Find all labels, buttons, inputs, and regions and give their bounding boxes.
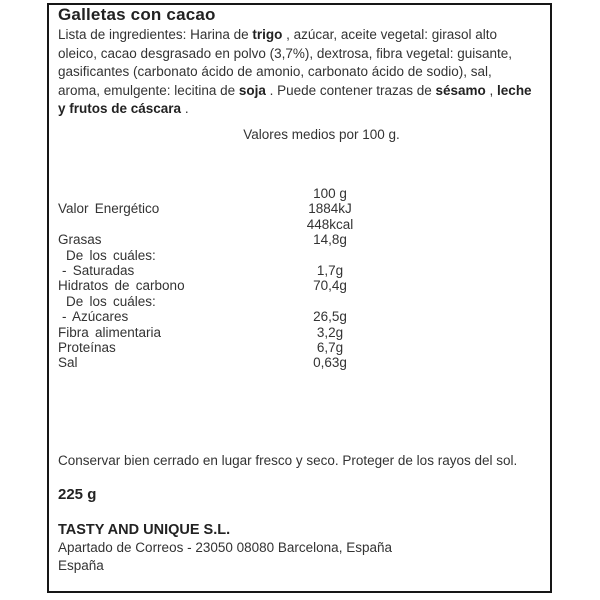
nutrition-table xyxy=(58,186,541,371)
column-header-100g: 100 g xyxy=(313,186,347,201)
ingredients-intro-text: Lista de ingredientes: Harina de xyxy=(58,27,253,42)
row-label-grasas: Grasas xyxy=(58,232,102,248)
row-value-energia-kcal: 448kcal xyxy=(306,216,354,232)
row-label-de-los-cuales: De los cuáles: xyxy=(66,293,156,309)
table-row xyxy=(58,340,541,355)
table-row xyxy=(58,278,541,293)
ingredients-body-text: , azúcar, aceite vegetal: girasol alto oleico, cacao desgrasado en polvo (3,7%), dextrosa, fibra vegetal: guisante, gasificantes (carbonato ácido de amonio, carbonato ácido de sodio), sal, aroma, emulgente: lecitina de xyxy=(58,27,513,98)
row-value-proteinas: 6,7g xyxy=(316,339,344,355)
product-label-box xyxy=(47,3,552,593)
table-row xyxy=(58,263,541,278)
net-weight: 225 g xyxy=(58,486,97,503)
row-label-proteinas: Proteínas xyxy=(58,339,116,355)
row-label-fibra: Fibra alimentaria xyxy=(58,324,162,340)
row-value-grasas: 14,8g xyxy=(313,232,347,248)
ingredients-paragraph xyxy=(58,26,536,119)
row-label-de-los-cuales: De los cuáles: xyxy=(66,247,156,263)
row-label-saturadas: - Saturadas xyxy=(62,262,135,278)
table-row xyxy=(58,232,541,247)
table-row xyxy=(58,309,541,324)
table-row xyxy=(58,186,541,201)
row-value-fibra: 3,2g xyxy=(316,324,344,340)
row-value-sal: 0,63g xyxy=(313,355,347,371)
table-row xyxy=(58,217,541,232)
table-row xyxy=(58,248,541,263)
row-label-azucares: - Azúcares xyxy=(62,309,129,325)
row-value-energia-kj: 1884kJ xyxy=(308,201,352,217)
row-value-azucares: 26,5g xyxy=(313,309,347,325)
table-row xyxy=(58,325,541,340)
row-value-hidratos: 70,4g xyxy=(313,278,347,294)
table-row xyxy=(58,201,541,216)
manufacturer-country: España xyxy=(58,558,104,574)
allergen-trigo: trigo xyxy=(252,27,283,42)
traces-separator-text: , xyxy=(485,82,498,98)
manufacturer-name: TASTY AND UNIQUE S.L. xyxy=(58,522,231,538)
ingredients-end-text: . xyxy=(181,101,189,117)
allergen-sesamo: sésamo xyxy=(435,82,486,98)
row-value-saturadas: 1,7g xyxy=(316,262,344,278)
manufacturer-address: Apartado de Correos - 23050 08080 Barcelona, España xyxy=(58,540,392,556)
allergen-leche-frutos-cascara: leche y frutos de cáscara xyxy=(58,82,532,117)
table-row xyxy=(58,294,541,309)
allergen-soja: soja xyxy=(238,82,266,98)
traces-text: . Puede contener trazas de xyxy=(265,82,436,98)
manufacturer-block xyxy=(58,521,392,576)
nutrition-heading: Valores medios por 100 g. xyxy=(243,127,400,142)
row-label-hidratos: Hidratos de carbono xyxy=(58,278,185,294)
table-row xyxy=(58,355,541,370)
row-label-energia: Valor Energético xyxy=(58,201,160,217)
storage-instructions: Conservar bien cerrado en lugar fresco y seco. Proteger de los rayos del sol. xyxy=(58,453,518,468)
row-label-sal: Sal xyxy=(58,355,78,371)
product-title: Galletas con cacao xyxy=(58,5,216,24)
